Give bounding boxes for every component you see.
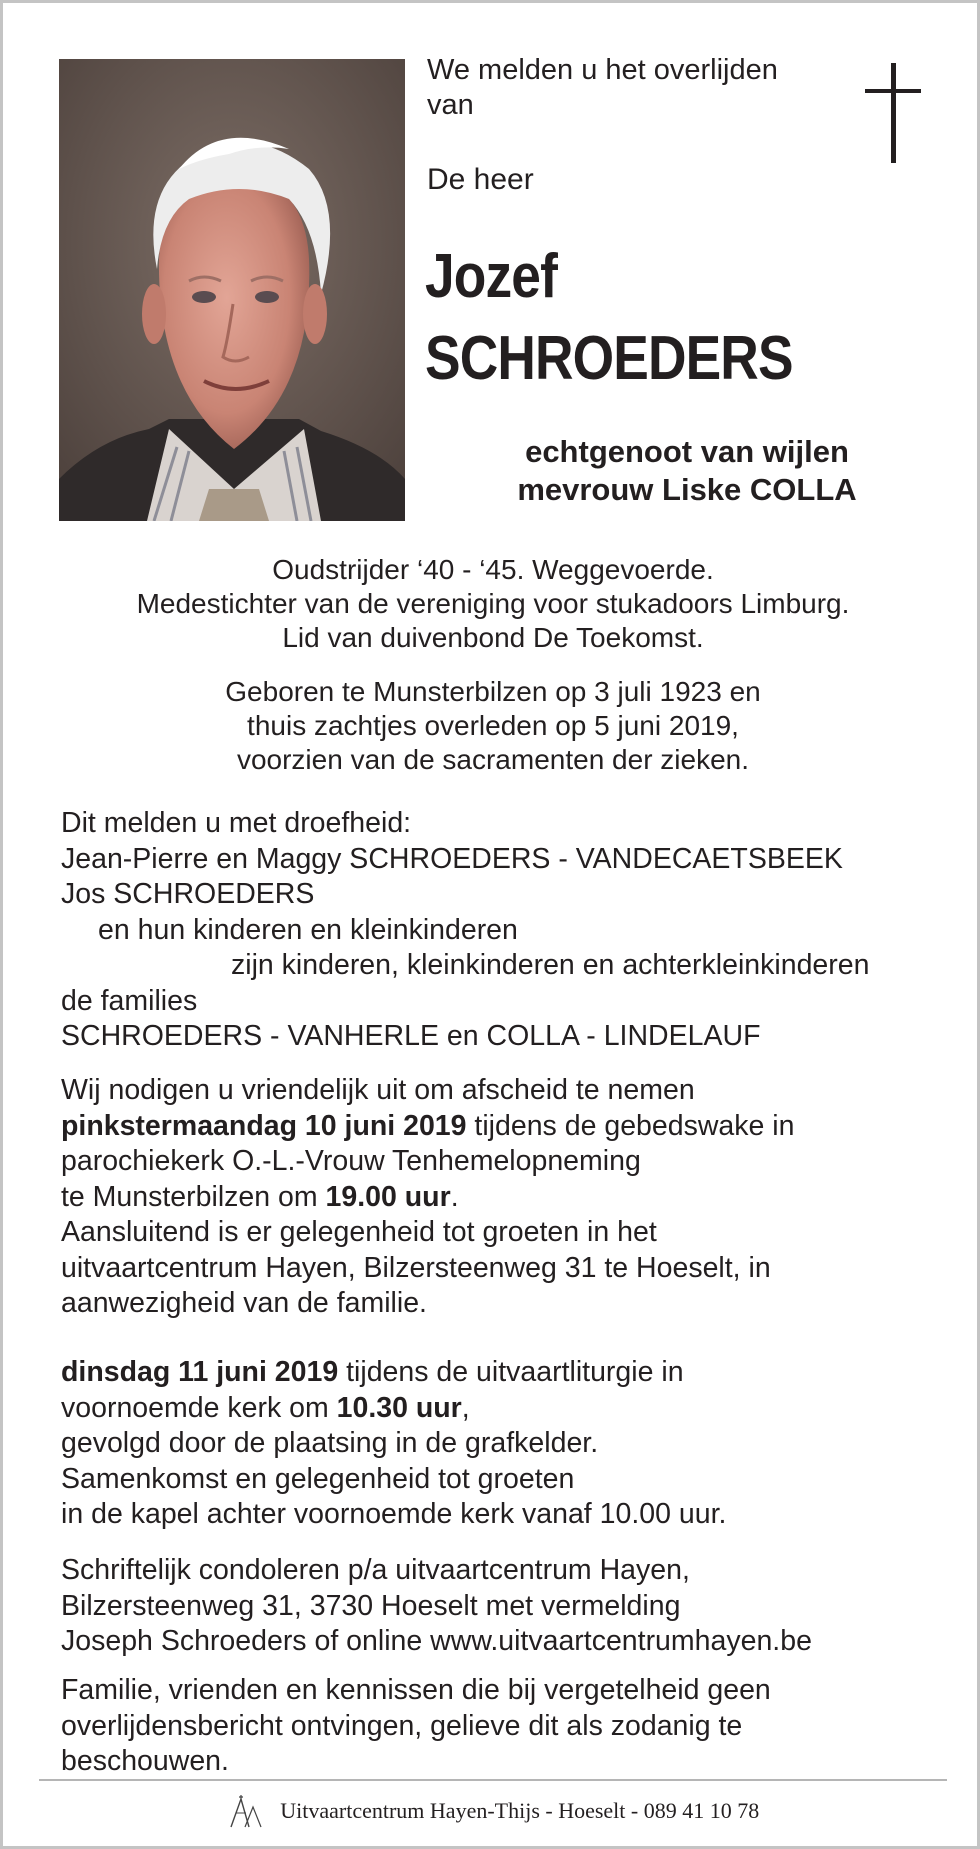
mourners-intro: Dit melden u met droefheid: [61,807,412,839]
wake-line [61,1109,941,1145]
deceased-first-name: Jozef [425,242,557,311]
closing-line: overlijdensbericht ontvingen, gelieve dit als zodanig te [61,1709,743,1742]
mourner-line: Jos SCHROEDERS [61,878,315,910]
wake-line: parochiekerk O.-L.-Vrouw Tenhemelopneming [61,1145,641,1177]
wake-block [61,1073,941,1322]
funeral-text: tijdens de uitvaartliturgie in [338,1356,684,1388]
honorific: De heer [427,163,534,196]
birth-death-block [43,675,943,777]
wake-text: . [450,1180,459,1213]
spouse-line: echtgenoot van wijlen [525,434,849,469]
wake-line: aanwezigheid van de familie. [61,1287,427,1319]
closing-block [61,1673,941,1780]
condolence-block [61,1553,941,1660]
bio-block [43,553,943,655]
mourner-line: SCHROEDERS - VANHERLE en COLLA - LINDELAUF [61,1020,761,1052]
wake-line: Aansluitend is er gelegenheid tot groeten in het [61,1216,657,1248]
funeral-line [61,1355,941,1391]
intro-text [427,53,778,123]
birth-line: thuis zachtjes overleden op 5 juni 2019, [247,710,739,741]
funeral-line: gevolgd door de plaatsing in de grafkelder. [61,1427,599,1459]
wake-text: tijdens de gebedswake in [466,1109,795,1142]
funeral-line: Samenkomst en gelegenheid tot groeten [61,1462,575,1495]
birth-line: voorzien van de sacramenten der zieken. [236,744,750,775]
footer [3,1793,980,1829]
wake-line: Wij nodigen u vriendelijk uit om afscheid te nemen [61,1074,695,1106]
wake-date: pinkstermaandag 10 juni 2019 [61,1109,467,1142]
closing-line: Familie, vrienden en kennissen die bij vergetelheid geen [61,1674,771,1706]
birth-line: Geboren te Munsterbilzen op 3 juli 1923 en [225,676,761,707]
mourner-line: de families [61,984,198,1017]
cross-icon [865,63,925,163]
funeral-block [61,1355,941,1533]
spouse-info [413,433,961,509]
spouse-line: mevrouw Liske COLLA [517,472,857,507]
wake-time: 19.00 uur [325,1180,451,1213]
funeral-date: dinsdag 11 juni 2019 [61,1356,339,1388]
funeral-text: voornoemde kerk om [61,1391,337,1424]
funeral-line [61,1391,941,1427]
funeral-text: , [461,1391,470,1424]
funeral-line: in de kapel achter voornoemde kerk vanaf 10.00 uur. [61,1498,727,1530]
wake-line [61,1180,941,1216]
mourner-line: Jean-Pierre en Maggy SCHROEDERS - VANDECAETSBEEK [61,842,843,875]
footer-text: Uitvaartcentrum Hayen-Thijs - Hoeselt - 089 41 10 78 [280,1798,760,1823]
mourners-block [61,806,941,1055]
bio-line: Lid van duivenbond De Toekomst. [282,622,704,653]
condolence-line: Joseph Schroeders of online www.uitvaartcentrumhayen.be [61,1625,812,1657]
intro-line: We melden u het overlijden [427,54,778,86]
intro-line: van [427,89,474,121]
mourner-line: zijn kinderen, kleinkinderen en achterkleinkinderen [231,949,870,981]
mourner-line: en hun kinderen en kleinkinderen [98,913,518,946]
wake-text: te Munsterbilzen om [61,1180,326,1213]
funeral-home-logo-icon [227,1793,267,1829]
footer-divider [39,1779,947,1781]
condolence-line: Bilzersteenweg 31, 3730 Hoeselt met vermelding [61,1589,681,1622]
deceased-last-name: SCHROEDERS [425,324,793,393]
condolence-line: Schriftelijk condoleren p/a uitvaartcentrum Hayen, [61,1554,690,1586]
portrait-photo [59,59,405,521]
bio-line: Medestichter van de vereniging voor stukadoors Limburg. [136,588,850,619]
funeral-time: 10.30 uur [336,1391,462,1424]
bio-line: Oudstrijder ‘40 - ‘45. Weggevoerde. [272,554,714,585]
closing-line: beschouwen. [61,1745,229,1777]
wake-line: uitvaartcentrum Hayen, Bilzersteenweg 31 te Hoeselt, in [61,1251,771,1284]
